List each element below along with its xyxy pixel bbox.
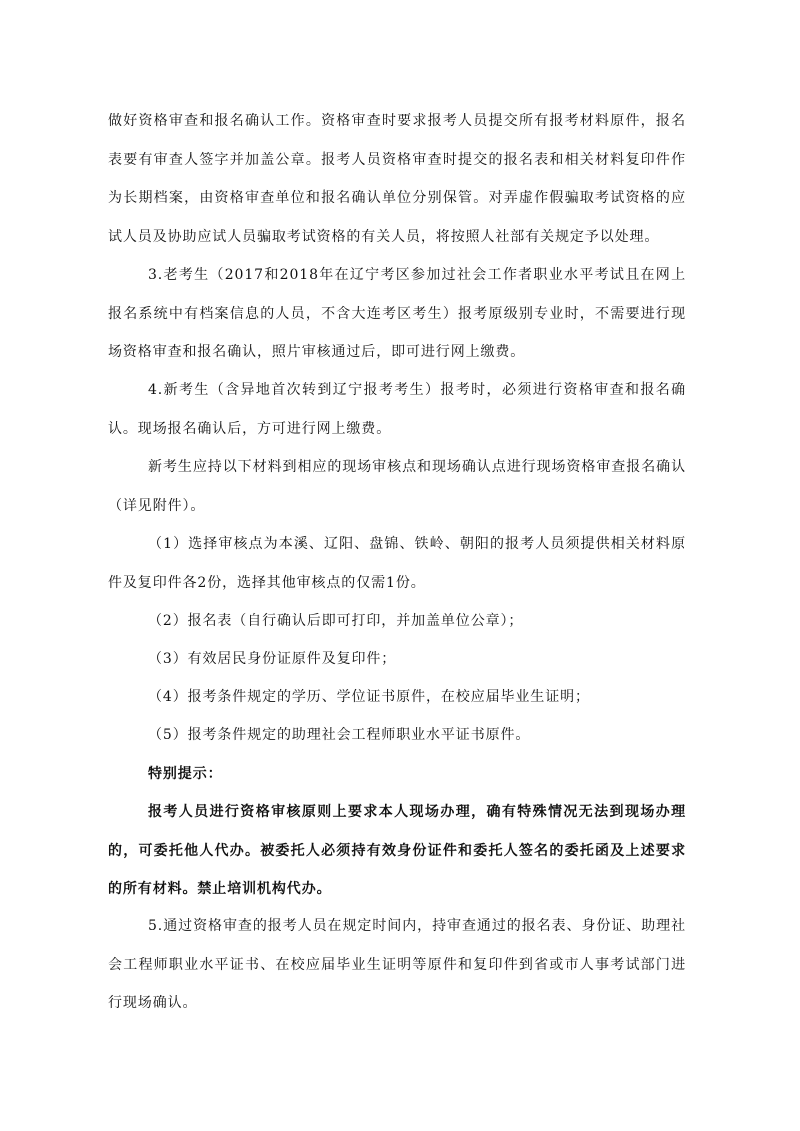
list-item-materials-4: （4）报考条件规定的学历、学位证书原件，在校应届毕业生证明； — [148, 689, 590, 705]
list-item-materials-2: （2）报名表（自行确认后即可打印，并加盖单位公章）； — [148, 613, 524, 629]
paragraph-onsite-confirmation: 5.通过资格审查的报考人员在规定时间内，持审查通过的报名表、身份证、助理社会工程师职业水平证书、在校应届毕业生证明等原件和复印件到省或市人事考试部门进行现场确认。 — [108, 918, 686, 1011]
list-item-materials-1: （1）选择审核点为本溪、辽阳、盘锦、铁岭、朝阳的报考人员须提供相关材料原件及复印件各2份，选择其他审核点的仅需1份。 — [108, 536, 686, 591]
special-notice-text: 报考人员进行资格审核原则上要求本人现场办理，确有特殊情况无法到现场办理的，可委托他人代办。被委托人必须持有效身份证件和委托人签名的委托函及上述要求的所有材料。禁止培训机构代办。 — [108, 804, 686, 897]
paragraph-returning-candidates: 3.老考生（2017和2018年在辽宁考区参加过社会工作者职业水平考试且在网上报名系统中有档案信息的人员，不含大连考区考生）报考原级别专业时，不需要进行现场资格审查和报名确认，照片审核通过后，即可进行网上缴费。 — [108, 267, 686, 360]
paragraph-qualification-review: 做好资格审查和报名确认工作。资格审查时要求报考人员提交所有报考材料原件，报名表要有审查人签字并加盖公章。报考人员资格审查时提交的报名表和相关材料复印件作为长期档案，由资格审查单位和报名确认单位分别保管。对弄虚作假骗取考试资格的应试人员及协助应试人员骗取考试资格的有关人员，将按照人社部有关规定予以处理。 — [108, 113, 686, 245]
list-item-materials-5: （5）报考条件规定的助理社会工程师职业水平证书原件。 — [148, 727, 531, 743]
paragraph-new-candidates: 4.新考生（含异地首次转到辽宁报考考生）报考时，必须进行资格审查和报名确认。现场报名确认后，方可进行网上缴费。 — [108, 382, 686, 437]
special-notice-heading: 特别提示： — [148, 766, 223, 782]
paragraph-required-materials-intro: 新考生应持以下材料到相应的现场审核点和现场确认点进行现场资格审查报名确认（详见附件）。 — [108, 459, 686, 514]
list-item-materials-3: （3）有效居民身份证原件及复印件； — [148, 651, 397, 667]
